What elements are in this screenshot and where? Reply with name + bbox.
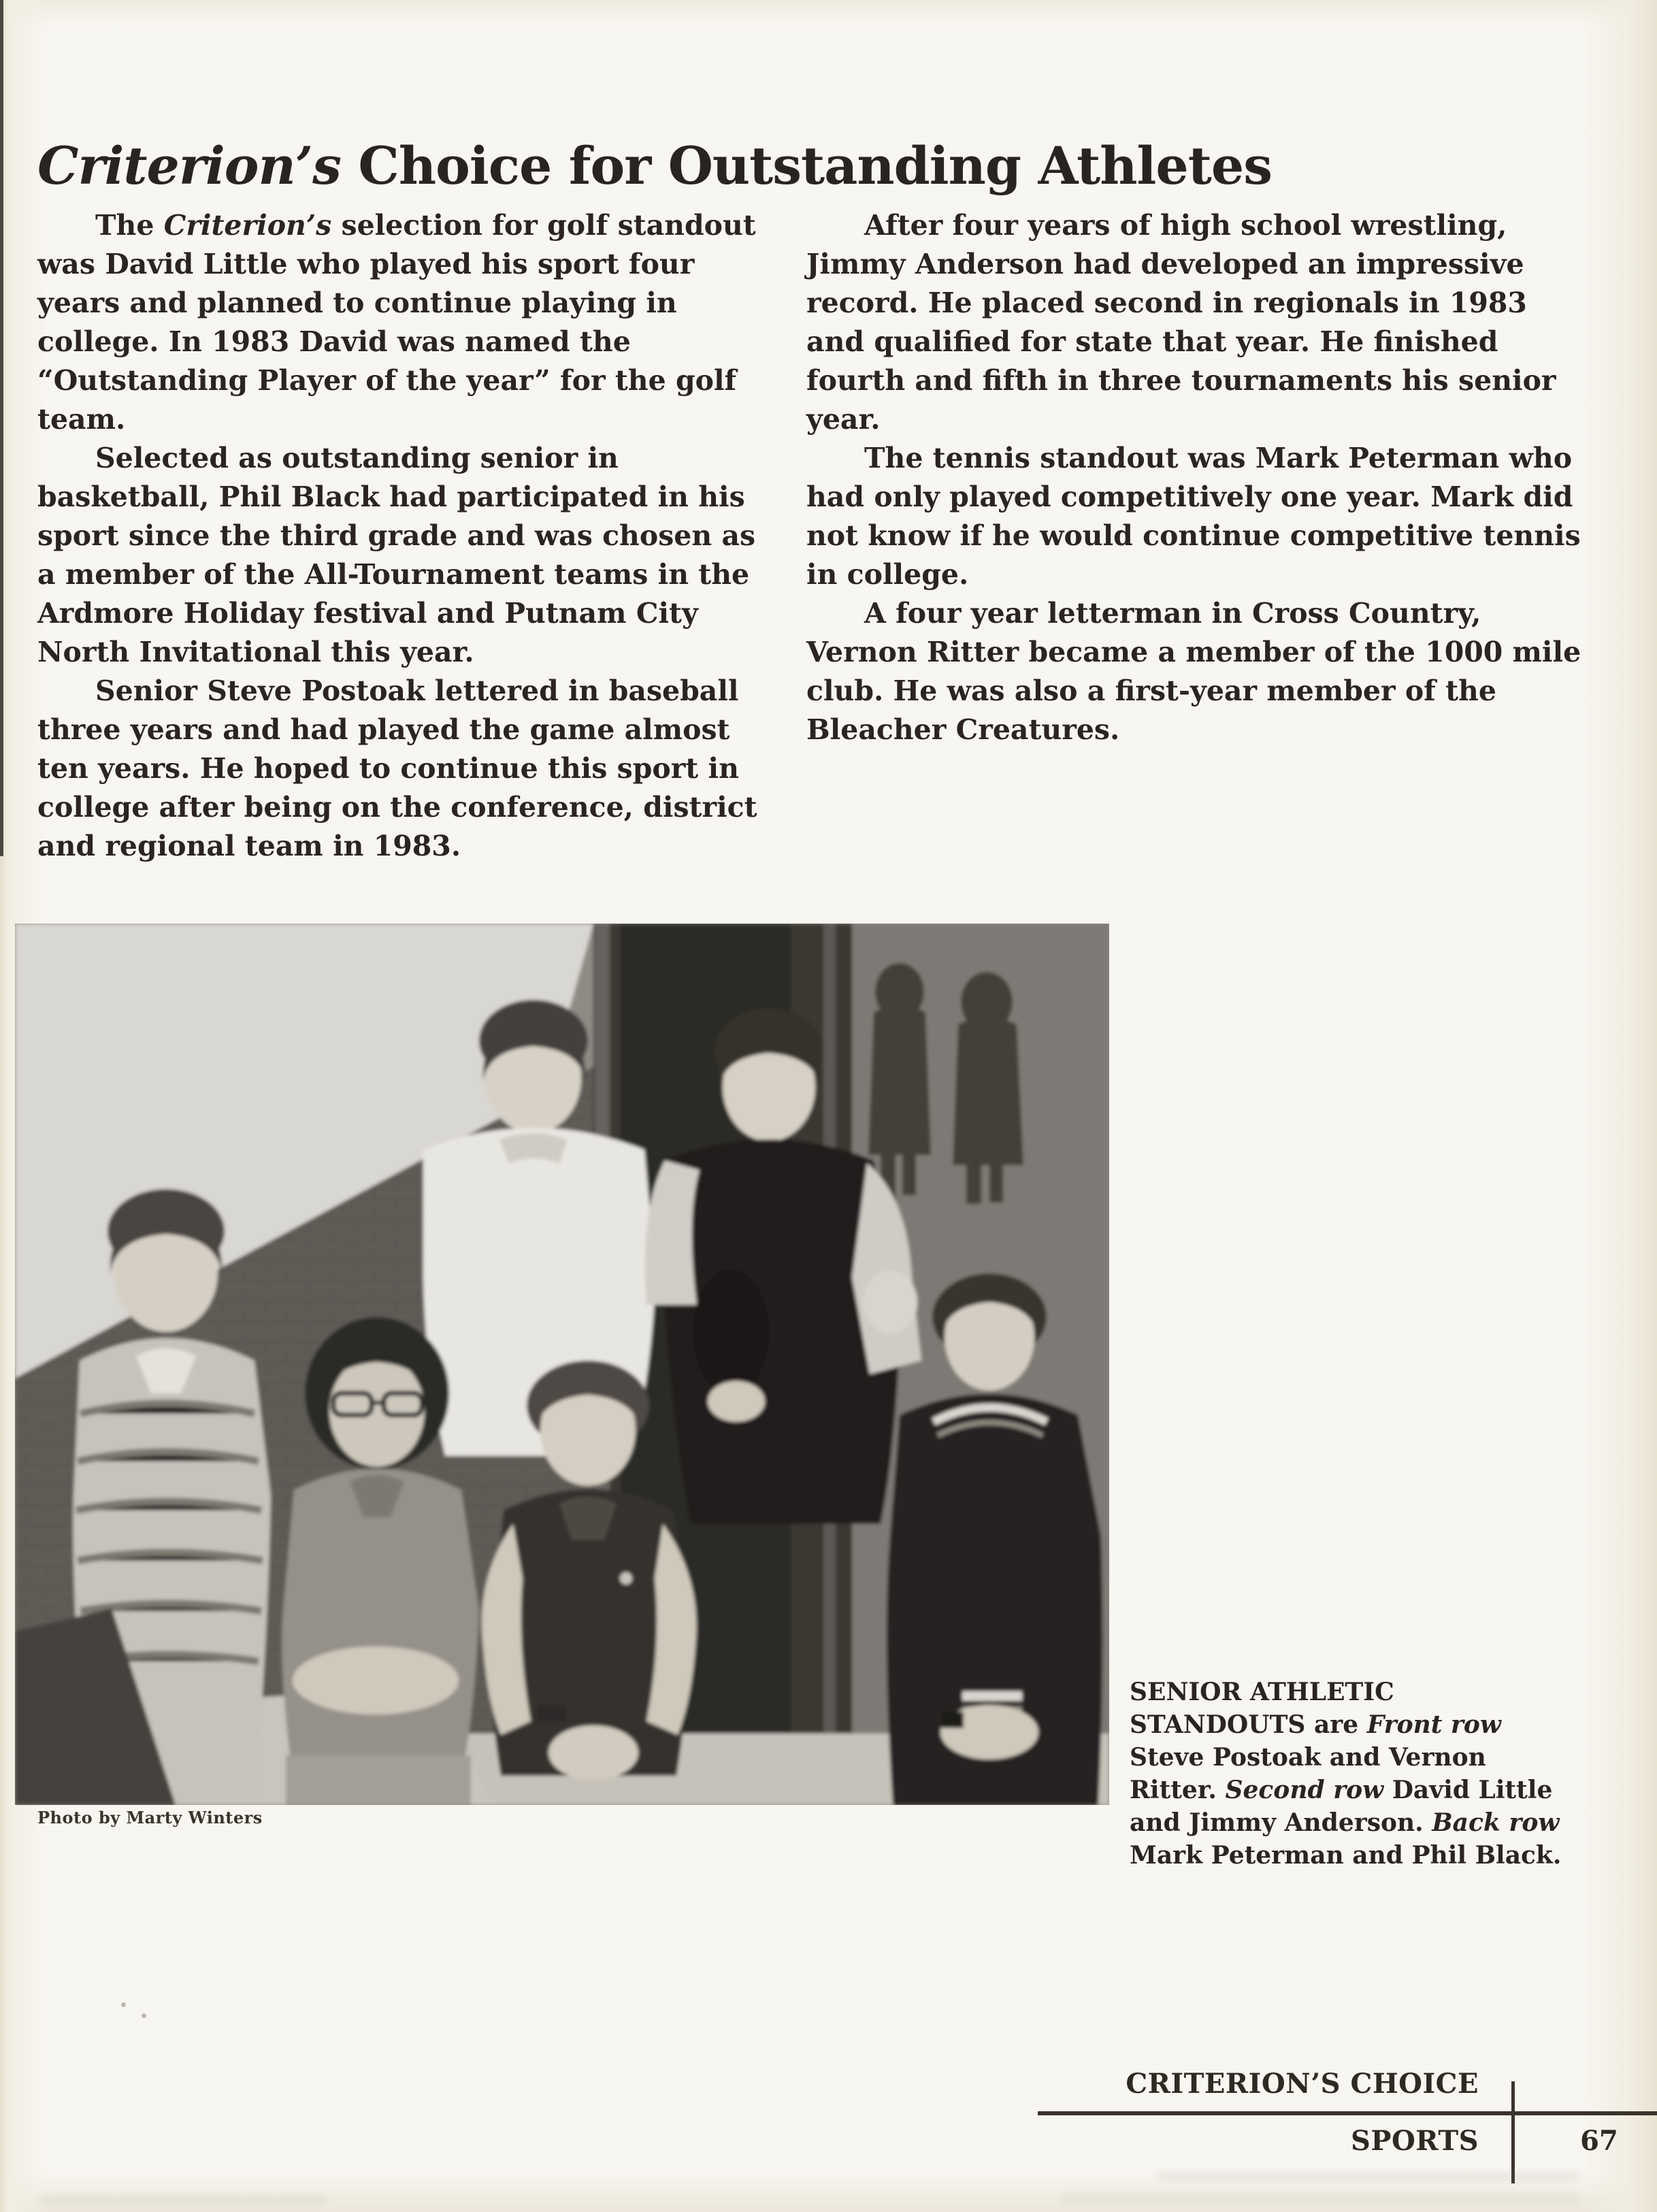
- ghost-text-artifact: [1157, 2171, 1579, 2182]
- caption-italic: Back row: [1432, 1808, 1560, 1837]
- ghost-text-artifact: [1062, 2193, 1579, 2204]
- article-column-right: [806, 206, 1586, 749]
- footer-section-subtitle: SPORTS: [1351, 2125, 1479, 2157]
- page-title: [37, 135, 1603, 196]
- senior-athletes-photo: [15, 924, 1109, 1805]
- paragraph-tennis: The tennis standout was Mark Peterman who had only played competitively one year. Mark did not know if he would continue competitive tennis in college.: [806, 442, 1581, 591]
- paragraph-wrestling: After four years of high school wrestling, Jimmy Anderson had developed an impressive record. He placed second in regionals in 1983 and qualified for state that year. He finished fourth and fifth in three tournaments his senior year.: [806, 209, 1556, 436]
- scan-speck: [142, 2013, 146, 2018]
- paragraph-italic: Criterion’s: [163, 209, 332, 242]
- caption-text: David Little and Jimmy Anderson.: [1130, 1776, 1553, 1837]
- footer-rule: [1038, 2111, 1657, 2115]
- title-rest-part: Choice for Outstanding Athletes: [340, 135, 1272, 196]
- caption-text: Mark Peterman and Phil Black.: [1130, 1841, 1562, 1870]
- paragraph-cross-country: A four year letterman in Cross Country, Vernon Ritter became a member of the 1000 mile club. He was also a first-year member of the Bleacher Creatures.: [806, 597, 1581, 746]
- footer-divider: [1511, 2081, 1515, 2183]
- caption-text: Steve Postoak and Vernon Ritter.: [1130, 1743, 1486, 1804]
- scan-speck: [121, 2002, 126, 2007]
- caption-italic: Second row: [1225, 1776, 1384, 1804]
- paragraph-text: The: [95, 209, 164, 242]
- paragraph-basketball: Selected as outstanding senior in basketball, Phil Black had participated in his sport since the third grade and was chosen as a member of the All-Tournament teams in the Ardmore Holiday festival and Putnam City North Invitational this year.: [37, 442, 756, 668]
- photo-caption: [1130, 1676, 1575, 1872]
- caption-text: SENIOR ATHLETIC STANDOUTS are: [1130, 1678, 1394, 1739]
- page-number: 67: [1580, 2125, 1618, 2157]
- footer-section-title: CRITERION’S CHOICE: [1126, 2068, 1479, 2100]
- group-photo-artwork: [15, 924, 1109, 1805]
- paragraph-text: selection for golf standout was David Little who played his sport four years and planned to continue playing in college. In 1983 David was named the “Outstanding Player of the year” for the golf team.: [37, 209, 756, 436]
- article-column-left: [37, 206, 776, 866]
- caption-italic: Front row: [1366, 1710, 1501, 1739]
- paragraph-baseball: Senior Steve Postoak lettered in baseball three years and had played the game almost ten years. He hoped to continue this sport in college after being on the conference, district and regional team in 1983.: [37, 674, 757, 862]
- scan-edge-artifact: [0, 0, 3, 856]
- ghost-text-artifact: [41, 2196, 327, 2205]
- photo-credit: Photo by Marty Winters: [37, 1808, 263, 1827]
- paragraph-golf: [37, 206, 776, 439]
- title-italic-part: Criterion’s: [37, 135, 341, 196]
